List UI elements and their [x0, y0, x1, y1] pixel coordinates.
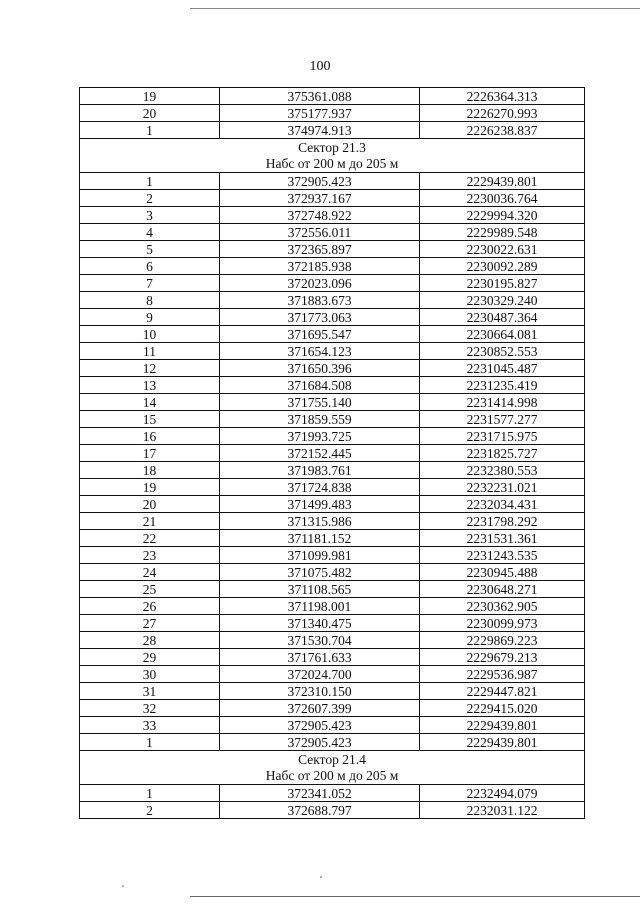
- y-coordinate-cell: 2231531.361: [420, 530, 585, 547]
- y-coordinate-cell: 2229994.320: [420, 207, 585, 224]
- x-coordinate-cell: 372937.167: [220, 190, 420, 207]
- x-coordinate-cell: 371099.981: [220, 547, 420, 564]
- x-coordinate-cell: 371755.140: [220, 394, 420, 411]
- y-coordinate-cell: 2230092.289: [420, 258, 585, 275]
- table-row: [80, 88, 585, 105]
- y-coordinate-cell: 2231243.535: [420, 547, 585, 564]
- y-coordinate-cell: 2231577.277: [420, 411, 585, 428]
- point-number-cell: 26: [80, 598, 220, 615]
- scan-speck: [320, 876, 322, 878]
- x-coordinate-cell: 372365.897: [220, 241, 420, 258]
- sector-subtitle: Набс от 200 м до 205 м: [265, 767, 399, 783]
- point-number-cell: 19: [80, 88, 220, 105]
- y-coordinate-cell: 2232231.021: [420, 479, 585, 496]
- page-top-border: [190, 8, 640, 9]
- point-number-cell: 25: [80, 581, 220, 598]
- point-number-cell: 13: [80, 377, 220, 394]
- y-coordinate-cell: 2229679.213: [420, 649, 585, 666]
- x-coordinate-cell: 371993.725: [220, 428, 420, 445]
- y-coordinate-cell: 2232034.431: [420, 496, 585, 513]
- point-number-cell: 1: [80, 785, 220, 802]
- table-row: [80, 173, 585, 190]
- point-number-cell: 21: [80, 513, 220, 530]
- x-coordinate-cell: 372748.922: [220, 207, 420, 224]
- point-number-cell: 18: [80, 462, 220, 479]
- point-number-cell: 29: [80, 649, 220, 666]
- sector-header-row: [80, 139, 585, 173]
- table-row: [80, 479, 585, 496]
- sector-subtitle: Набс от 200 м до 205 м: [265, 155, 399, 171]
- point-number-cell: 17: [80, 445, 220, 462]
- table-row: [80, 207, 585, 224]
- x-coordinate-cell: 372024.700: [220, 666, 420, 683]
- y-coordinate-cell: 2231798.292: [420, 513, 585, 530]
- point-number-cell: 5: [80, 241, 220, 258]
- y-coordinate-cell: 2231715.975: [420, 428, 585, 445]
- point-number-cell: 1: [80, 734, 220, 751]
- table-row: [80, 496, 585, 513]
- point-number-cell: 20: [80, 105, 220, 122]
- table-row: [80, 275, 585, 292]
- x-coordinate-cell: 371530.704: [220, 632, 420, 649]
- table-row: [80, 394, 585, 411]
- y-coordinate-cell: 2230329.240: [420, 292, 585, 309]
- sector-header-cell: [80, 139, 585, 173]
- point-number-cell: 15: [80, 411, 220, 428]
- table-row: [80, 360, 585, 377]
- y-coordinate-cell: 2226238.837: [420, 122, 585, 139]
- x-coordinate-cell: 372341.052: [220, 785, 420, 802]
- table-row: [80, 292, 585, 309]
- x-coordinate-cell: 371761.633: [220, 649, 420, 666]
- table-row: [80, 309, 585, 326]
- point-number-cell: 6: [80, 258, 220, 275]
- table-row: [80, 666, 585, 683]
- y-coordinate-cell: 2230487.364: [420, 309, 585, 326]
- point-number-cell: 16: [80, 428, 220, 445]
- y-coordinate-cell: 2232380.553: [420, 462, 585, 479]
- point-number-cell: 10: [80, 326, 220, 343]
- table-row: [80, 445, 585, 462]
- x-coordinate-cell: 371108.565: [220, 581, 420, 598]
- y-coordinate-cell: 2229869.223: [420, 632, 585, 649]
- x-coordinate-cell: 372905.423: [220, 734, 420, 751]
- y-coordinate-cell: 2230362.905: [420, 598, 585, 615]
- table-row: [80, 326, 585, 343]
- x-coordinate-cell: 371198.001: [220, 598, 420, 615]
- x-coordinate-cell: 372185.938: [220, 258, 420, 275]
- coordinates-table-body: [80, 88, 585, 819]
- x-coordinate-cell: 371883.673: [220, 292, 420, 309]
- x-coordinate-cell: 371650.396: [220, 360, 420, 377]
- table-row: [80, 428, 585, 445]
- point-number-cell: 28: [80, 632, 220, 649]
- x-coordinate-cell: 372023.096: [220, 275, 420, 292]
- x-coordinate-cell: 371075.482: [220, 564, 420, 581]
- table-row: [80, 122, 585, 139]
- table-row: [80, 564, 585, 581]
- table-row: [80, 734, 585, 751]
- y-coordinate-cell: 2230852.553: [420, 343, 585, 360]
- x-coordinate-cell: 372688.797: [220, 802, 420, 819]
- point-number-cell: 14: [80, 394, 220, 411]
- point-number-cell: 19: [80, 479, 220, 496]
- table-row: [80, 598, 585, 615]
- table-row: [80, 649, 585, 666]
- y-coordinate-cell: 2231235.419: [420, 377, 585, 394]
- table-row: [80, 802, 585, 819]
- point-number-cell: 12: [80, 360, 220, 377]
- page-bottom-border: [190, 896, 640, 897]
- x-coordinate-cell: 371684.508: [220, 377, 420, 394]
- point-number-cell: 24: [80, 564, 220, 581]
- x-coordinate-cell: 372905.423: [220, 173, 420, 190]
- x-coordinate-cell: 371499.483: [220, 496, 420, 513]
- sector-header-row: [80, 751, 585, 785]
- point-number-cell: 1: [80, 122, 220, 139]
- table-row: [80, 462, 585, 479]
- x-coordinate-cell: 371654.123: [220, 343, 420, 360]
- y-coordinate-cell: 2230022.631: [420, 241, 585, 258]
- point-number-cell: 31: [80, 683, 220, 700]
- table-row: [80, 632, 585, 649]
- y-coordinate-cell: 2230036.764: [420, 190, 585, 207]
- x-coordinate-cell: 372556.011: [220, 224, 420, 241]
- table-row: [80, 411, 585, 428]
- y-coordinate-cell: 2232494.079: [420, 785, 585, 802]
- table-row: [80, 258, 585, 275]
- table-row: [80, 241, 585, 258]
- y-coordinate-cell: 2226270.993: [420, 105, 585, 122]
- y-coordinate-cell: 2231045.487: [420, 360, 585, 377]
- point-number-cell: 7: [80, 275, 220, 292]
- table-row: [80, 377, 585, 394]
- x-coordinate-cell: 375361.088: [220, 88, 420, 105]
- point-number-cell: 8: [80, 292, 220, 309]
- y-coordinate-cell: 2229439.801: [420, 717, 585, 734]
- y-coordinate-cell: 2229415.020: [420, 700, 585, 717]
- y-coordinate-cell: 2229439.801: [420, 734, 585, 751]
- sector-title: Сектор 21.4: [298, 751, 366, 767]
- point-number-cell: 20: [80, 496, 220, 513]
- table-row: [80, 683, 585, 700]
- x-coordinate-cell: 371181.152: [220, 530, 420, 547]
- table-row: [80, 785, 585, 802]
- y-coordinate-cell: 2229536.987: [420, 666, 585, 683]
- point-number-cell: 4: [80, 224, 220, 241]
- table-row: [80, 513, 585, 530]
- y-coordinate-cell: 2229439.801: [420, 173, 585, 190]
- x-coordinate-cell: 372905.423: [220, 717, 420, 734]
- page-number: 100: [309, 59, 331, 74]
- y-coordinate-cell: 2230195.827: [420, 275, 585, 292]
- x-coordinate-cell: 371859.559: [220, 411, 420, 428]
- y-coordinate-cell: 2230664.081: [420, 326, 585, 343]
- coordinates-table: [79, 87, 585, 819]
- x-coordinate-cell: 375177.937: [220, 105, 420, 122]
- point-number-cell: 22: [80, 530, 220, 547]
- point-number-cell: 11: [80, 343, 220, 360]
- x-coordinate-cell: 371315.986: [220, 513, 420, 530]
- table-row: [80, 615, 585, 632]
- point-number-cell: 32: [80, 700, 220, 717]
- table-row: [80, 224, 585, 241]
- y-coordinate-cell: 2229989.548: [420, 224, 585, 241]
- point-number-cell: 2: [80, 802, 220, 819]
- x-coordinate-cell: 371724.838: [220, 479, 420, 496]
- table-row: [80, 343, 585, 360]
- point-number-cell: 1: [80, 173, 220, 190]
- x-coordinate-cell: 371695.547: [220, 326, 420, 343]
- table-row: [80, 547, 585, 564]
- x-coordinate-cell: 371340.475: [220, 615, 420, 632]
- table-row: [80, 581, 585, 598]
- x-coordinate-cell: 372152.445: [220, 445, 420, 462]
- table-row: [80, 190, 585, 207]
- table-row: [80, 700, 585, 717]
- point-number-cell: 9: [80, 309, 220, 326]
- point-number-cell: 30: [80, 666, 220, 683]
- x-coordinate-cell: 371773.063: [220, 309, 420, 326]
- point-number-cell: 2: [80, 190, 220, 207]
- x-coordinate-cell: 374974.913: [220, 122, 420, 139]
- sector-title: Сектор 21.3: [298, 139, 366, 155]
- y-coordinate-cell: 2231825.727: [420, 445, 585, 462]
- point-number-cell: 27: [80, 615, 220, 632]
- y-coordinate-cell: 2231414.998: [420, 394, 585, 411]
- y-coordinate-cell: 2232031.122: [420, 802, 585, 819]
- y-coordinate-cell: 2230945.488: [420, 564, 585, 581]
- sector-header-cell: [80, 751, 585, 785]
- table-row: [80, 105, 585, 122]
- point-number-cell: 23: [80, 547, 220, 564]
- table-row: [80, 717, 585, 734]
- table-row: [80, 530, 585, 547]
- y-coordinate-cell: 2226364.313: [420, 88, 585, 105]
- y-coordinate-cell: 2230099.973: [420, 615, 585, 632]
- x-coordinate-cell: 371983.761: [220, 462, 420, 479]
- x-coordinate-cell: 372310.150: [220, 683, 420, 700]
- y-coordinate-cell: 2229447.821: [420, 683, 585, 700]
- scan-speck: [122, 885, 124, 887]
- point-number-cell: 33: [80, 717, 220, 734]
- point-number-cell: 3: [80, 207, 220, 224]
- y-coordinate-cell: 2230648.271: [420, 581, 585, 598]
- x-coordinate-cell: 372607.399: [220, 700, 420, 717]
